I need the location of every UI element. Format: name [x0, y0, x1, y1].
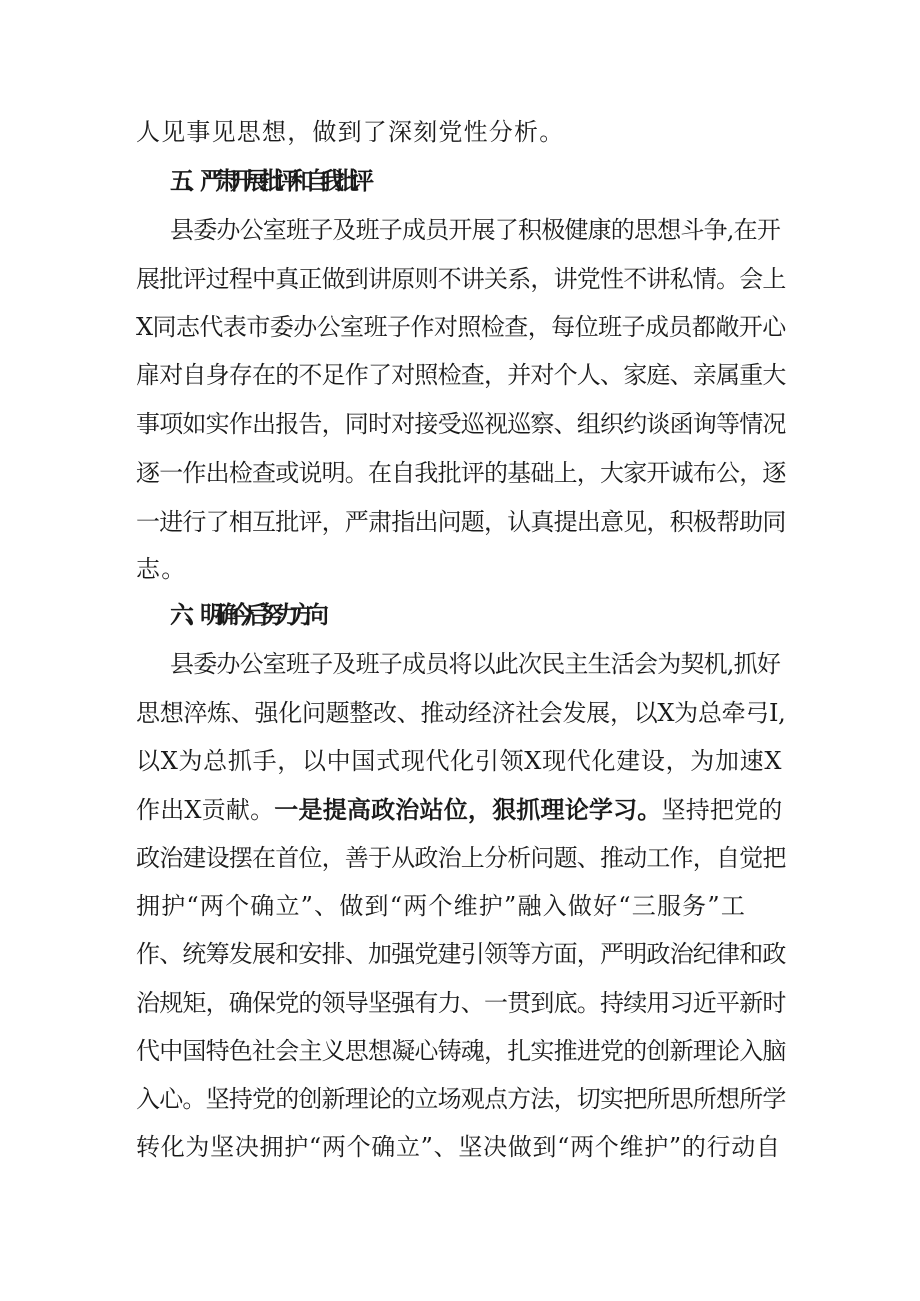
body-text-line: 治规矩，确保党的领导坚强有力、一贯到底。持续用习近平新时 — [136, 989, 786, 1017]
section-heading-5: 五、严肃开展批评和自我批评 — [170, 167, 365, 195]
body-text-line: 拥护“两个确立”、做到“两个维护”融入做好“三服务”工 — [136, 892, 747, 920]
bold-lead-phrase: 一是提高政治站位，狠抓理论学习。 — [274, 796, 662, 824]
body-text-line: 政治建设摆在首位，善于从政治上分析问题、推动工作，自觉把 — [136, 844, 786, 872]
paragraph-first-line: 县委办公室班子及班子成员将以此次民主生活会为契机,抓好 — [170, 650, 781, 678]
body-text-line: 展批评过程中真正做到讲原则不讲关系，讲党性不讲私情。会上 — [136, 265, 786, 293]
body-text-line: 以X为总抓手，以中国式现代化引领X现代化建设，为加速X — [136, 747, 783, 775]
body-text-line: 代中国特色社会主义思想凝心铸魂，扎实推进党的创新理论入脑 — [136, 1037, 786, 1065]
section-heading-6: 六、明确今后努力方向 — [170, 601, 320, 629]
body-text-line — [136, 795, 786, 825]
body-text-line: 转化为坚决拥护“两个确立”、坚决做到“两个维护”的行动自 — [136, 1133, 781, 1161]
body-text-line: X同志代表市委办公室班子作对照检查，每位班子成员都敞开心 — [136, 313, 786, 341]
body-text-line: 扉对自身存在的不足作了对照检查，并对个人、家庭、亲属重大 — [136, 361, 786, 389]
body-text-line: 一进行了相互批评，严肃指出问题，认真提出意见，积极帮助同 — [136, 508, 786, 536]
body-text-run: 坚持把党的 — [661, 796, 783, 824]
body-text-line: 事项如实作出报告，同时对接受巡视巡察、组织约谈函询等情况 — [136, 410, 786, 438]
body-text-line: 思想淬炼、强化问题整改、推动经济社会发展，以X为总牵弓I, — [136, 699, 786, 727]
body-text-line: 入心。坚持党的创新理论的立场观点方法，切实把所思所想所学 — [136, 1085, 786, 1113]
paragraph-first-line: 县委办公室班子及班子成员开展了积极健康的思想斗争,在开 — [170, 216, 781, 244]
body-text-line: 人见事见思想，做到了深刻党性分析。 — [136, 118, 565, 146]
body-text-line: 作、统筹发展和安排、加强党建引领等方面，严明政治纪律和政 — [136, 940, 786, 968]
body-text-line: 志。 — [136, 555, 187, 583]
body-text-run: 作出X贡献。 — [136, 796, 275, 824]
body-text-line: 逐一作出检查或说明。在自我批评的基础上，大家开诚布公，逐 — [136, 459, 786, 487]
